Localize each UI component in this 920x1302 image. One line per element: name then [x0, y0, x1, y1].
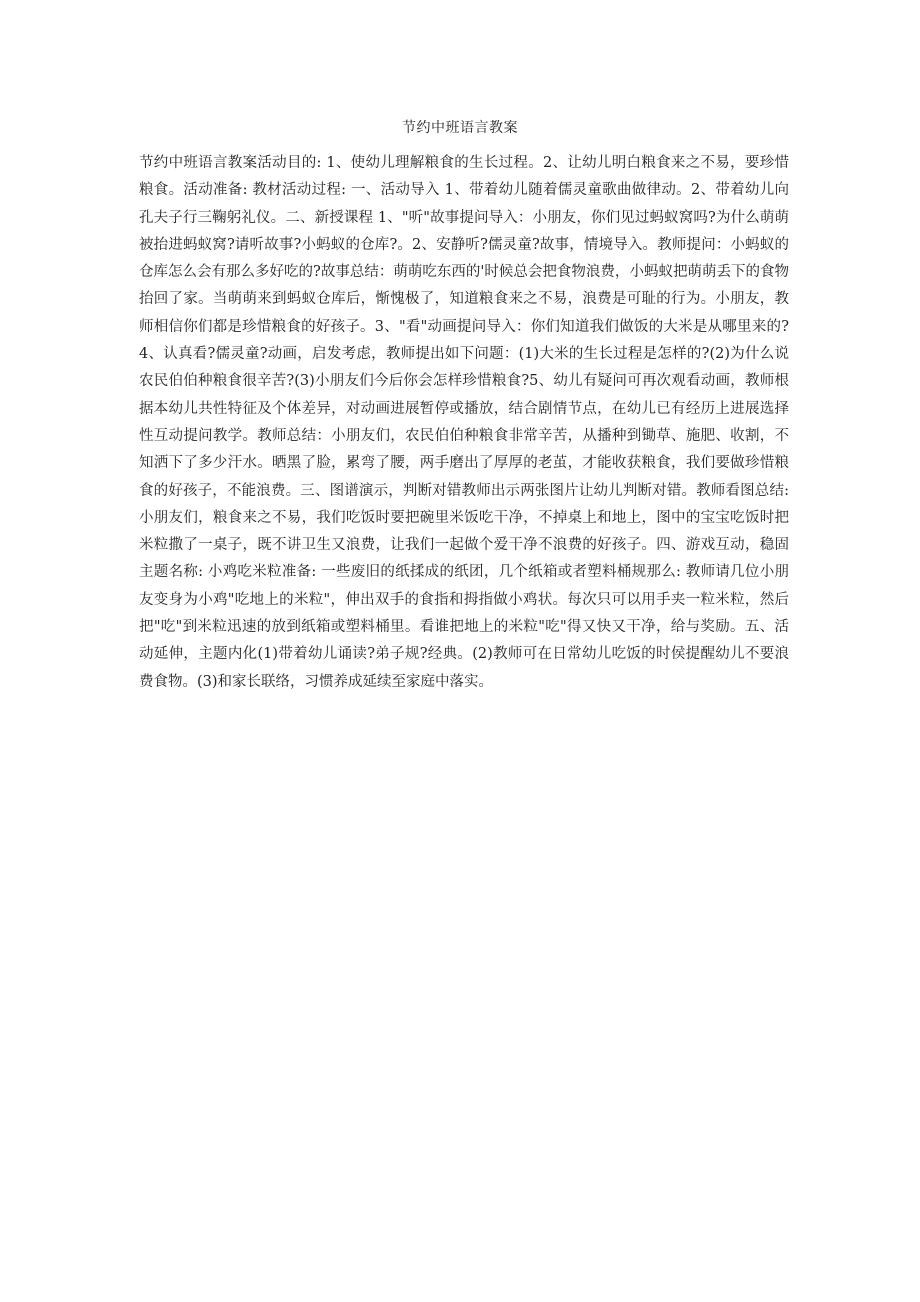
body-paragraph: 节约中班语言教案活动目的: 1、使幼儿理解粮食的生长过程。2、让幼儿明白粮食来之不易，要珍惜粮食。活动准备: 教材活动过程: 一、活动导入 1、带着幼儿随着儒灵童歌曲做律动。2、带着幼儿向孔夫子行三鞠躬礼仪。二、新授课程 1、"听"故事提问导入：小朋友，你们见过蚂蚁窝吗?为什么萌萌被抬进蚂蚁窝?请听故事?小蚂蚁的仓库?。2、安静听?儒灵童?故事，情境导入。教师提问：小蚂蚁的仓库怎么会有那么多好吃的?故事总结：萌萌吃东西的'时候总会把食物浪费，小蚂蚁把萌萌丢下的食物抬回了家。当萌萌来到蚂蚁仓库后，惭愧极了，知道粮食来之不易，浪费是可耻的行为。小朋友，教师相信你们都是珍惜粮食的好孩子。3、"看"动画提问导入：你们知道我们做饭的大米是从哪里来的?4、认真看?儒灵童?动画，启发考虑，教师提出如下问题：(1)大米的生长过程是怎样的?(2)为什么说农民伯伯种粮食很辛苦?(3)小朋友们今后你会怎样珍惜粮食?5、幼儿有疑问可再次观看动画，教师根据本幼儿共性特征及个体差异，对动画进展暂停或播放，结合剧情节点，在幼儿已有经历上进展选择性互动提问教学。教师总结：小朋友们，农民伯伯种粮食非常辛苦，从播种到锄草、施肥、收割，不知洒下了多少汗水。晒黑了脸，累弯了腰，两手磨出了厚厚的老茧，才能收获粮食，我们要做珍惜粮食的好孩子，不能浪费。三、图谱演示，判断对错教师出示两张图片让幼儿判断对错。教师看图总结: 小朋友们，粮食来之不易，我们吃饭时要把碗里米饭吃干净，不掉桌上和地上，图中的宝宝吃饭时把米粒撒了一桌子，既不讲卫生又浪费，让我们一起做个爱干净不浪费的好孩子。四、游戏互动，稳固主题名称: 小鸡吃米粒准备: 一些废旧的纸揉成的纸团，几个纸箱或者塑料桶规那么: 教师请几位小朋友变身为小鸡"吃地上的米粒"，伸出双手的食指和拇指做小鸡状。每次只可以用手夹一粒米粒，然后把"吃"到米粒迅速的放到纸箱或塑料桶里。看谁把地上的米粒"吃"得又快又干净，给与奖励。五、活动延伸，主题内化(1)带着幼儿诵读?弟子规?经典。(2)教师可在日常幼儿吃饭的时侯提醒幼儿不要浪费食物。(3)和家长联络，习惯养成延续至家庭中落实。 [139, 155, 789, 690]
document-title: 节约中班语言教案 [402, 120, 518, 136]
document-body [139, 150, 789, 696]
